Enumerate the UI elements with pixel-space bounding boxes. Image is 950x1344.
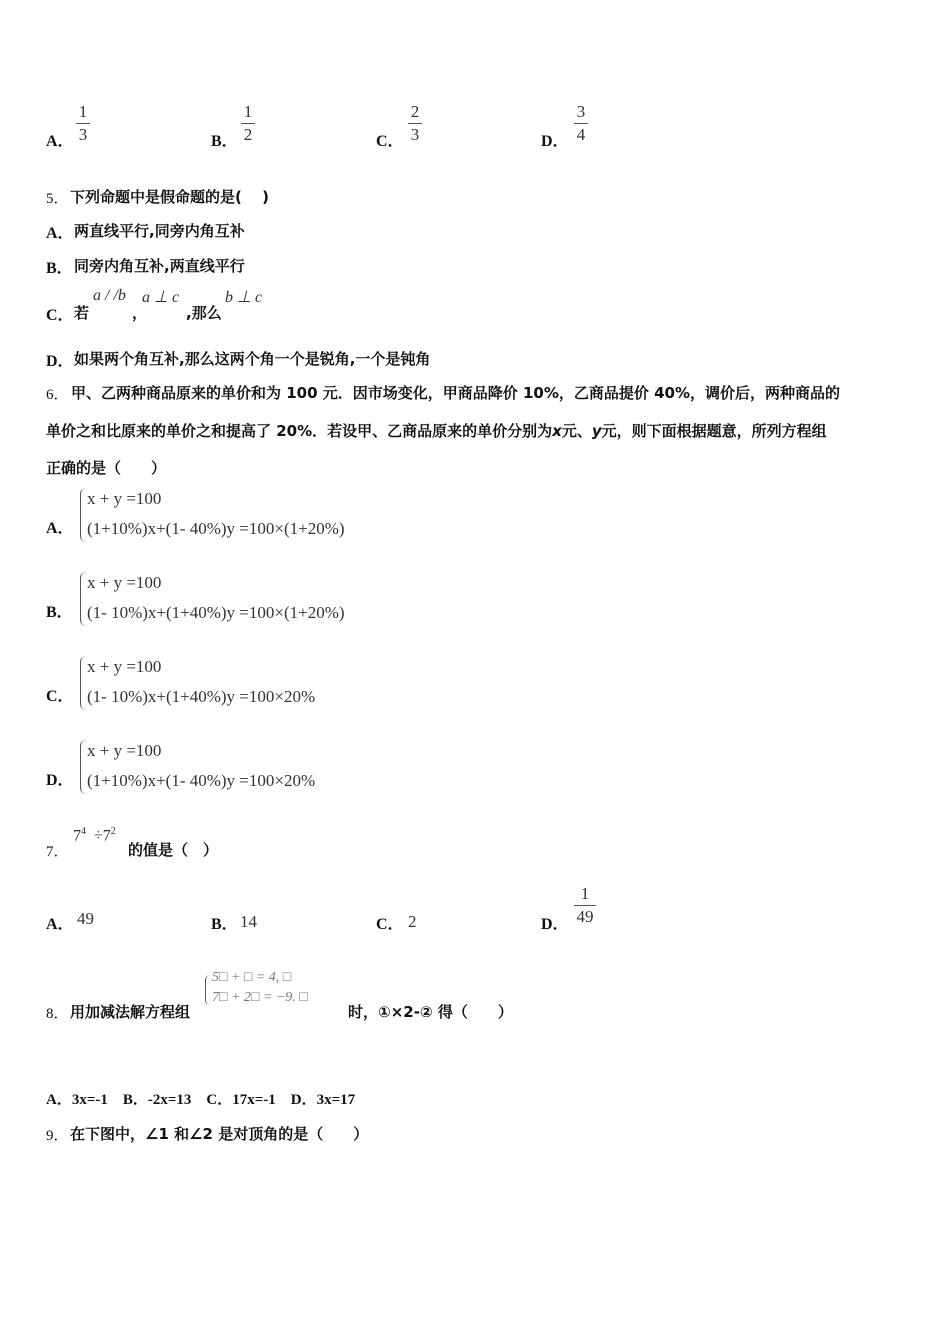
equation-1: 5□ + □ = 4, □ — [212, 970, 292, 985]
math-expression: a ⊥ c — [142, 289, 180, 306]
option-label: B． — [46, 260, 73, 277]
option-label: C． — [376, 916, 404, 933]
option-value: 49 — [77, 909, 94, 928]
brace — [205, 975, 210, 1005]
option-text: ， — [132, 304, 148, 322]
option-label: B． — [46, 604, 73, 621]
math-expression: a / /b — [93, 287, 126, 304]
option-label: D． — [46, 772, 74, 789]
option-value: 2 — [408, 912, 417, 931]
question-stem-line-2: 单价之和比原来的单价之和提高了 20%．若设甲、乙商品原来的单价分别为x元、y元，则下面根据题意，所列方程组 — [46, 422, 827, 440]
question-stem-line-3: 正确的是（ ） — [46, 459, 167, 477]
equation-1: x + y =100 — [87, 489, 162, 508]
equation-2: 7□ + 2□ = −9. □ — [212, 990, 308, 1005]
fraction: 3 4 — [574, 102, 588, 145]
option-label: B． — [211, 133, 238, 150]
question-number: 7． — [46, 844, 69, 860]
math-expression: b ⊥ c — [225, 289, 263, 306]
fraction: 1 49 — [574, 884, 596, 927]
option-label: B． — [211, 916, 238, 933]
option-label: A． — [46, 916, 74, 933]
question-stem-tail: 时，①×2-② 得（ ） — [348, 1003, 513, 1021]
math-expression: $7^4 \div 7^2$ — [73, 826, 116, 845]
option-label: C． — [46, 307, 74, 324]
option-label: D． — [46, 353, 74, 370]
question-number: 6． — [46, 387, 69, 403]
question-stem: 用加减法解方程组 — [70, 1003, 191, 1021]
fraction: 1 2 — [241, 102, 255, 145]
equation-1: x + y =100 — [87, 741, 162, 760]
question-stem: 的值是（ ） — [128, 841, 219, 859]
option-text: 同旁内角互补,两直线平行 — [74, 257, 245, 275]
option-text: 两直线平行,同旁内角互补 — [74, 222, 245, 240]
question-number: 5． — [46, 191, 69, 207]
brace — [80, 488, 87, 542]
options-line: A．3x=-1 B．-2x=13 C．17x=-1 D．3x=17 — [46, 1092, 356, 1108]
equation-2: (1- 10%)x+(1+40%)y =100×20% — [87, 687, 316, 706]
option-text: 若 — [74, 304, 90, 322]
question-stem: 在下图中，∠1 和∠2 是对顶角的是（ ） — [70, 1125, 369, 1143]
option-label: D． — [541, 916, 569, 933]
fraction: 1 3 — [76, 102, 90, 145]
option-label: A． — [46, 133, 74, 150]
question-number: 8． — [46, 1006, 69, 1022]
option-value: 14 — [240, 912, 257, 931]
brace — [80, 656, 87, 710]
question-stem: 下列命题中是假命题的是( ) — [70, 188, 269, 206]
option-text: ,那么 — [186, 304, 222, 322]
equation-2: (1- 10%)x+(1+40%)y =100×(1+20%) — [87, 603, 345, 622]
equation-2: (1+10%)x+(1- 40%)y =100×20% — [87, 771, 316, 790]
question-number: 9． — [46, 1128, 69, 1144]
brace — [80, 740, 87, 794]
brace — [80, 572, 87, 626]
question-stem-line-1: 甲、乙两种商品原来的单价和为 100 元．因市场变化，甲商品降价 10%，乙商品提价 40%，调价后，两种商品的 — [71, 384, 841, 402]
option-label: C． — [376, 133, 404, 150]
option-label: A． — [46, 520, 74, 537]
option-label: C． — [46, 688, 74, 705]
fraction: 2 3 — [408, 102, 422, 145]
equation-1: x + y =100 — [87, 573, 162, 592]
option-label: A． — [46, 225, 74, 242]
equation-2: (1+10%)x+(1- 40%)y =100×(1+20%) — [87, 519, 345, 538]
option-text: 如果两个角互补,那么这两个角一个是锐角,一个是钝角 — [74, 350, 431, 368]
option-label: D． — [541, 133, 569, 150]
equation-1: x + y =100 — [87, 657, 162, 676]
